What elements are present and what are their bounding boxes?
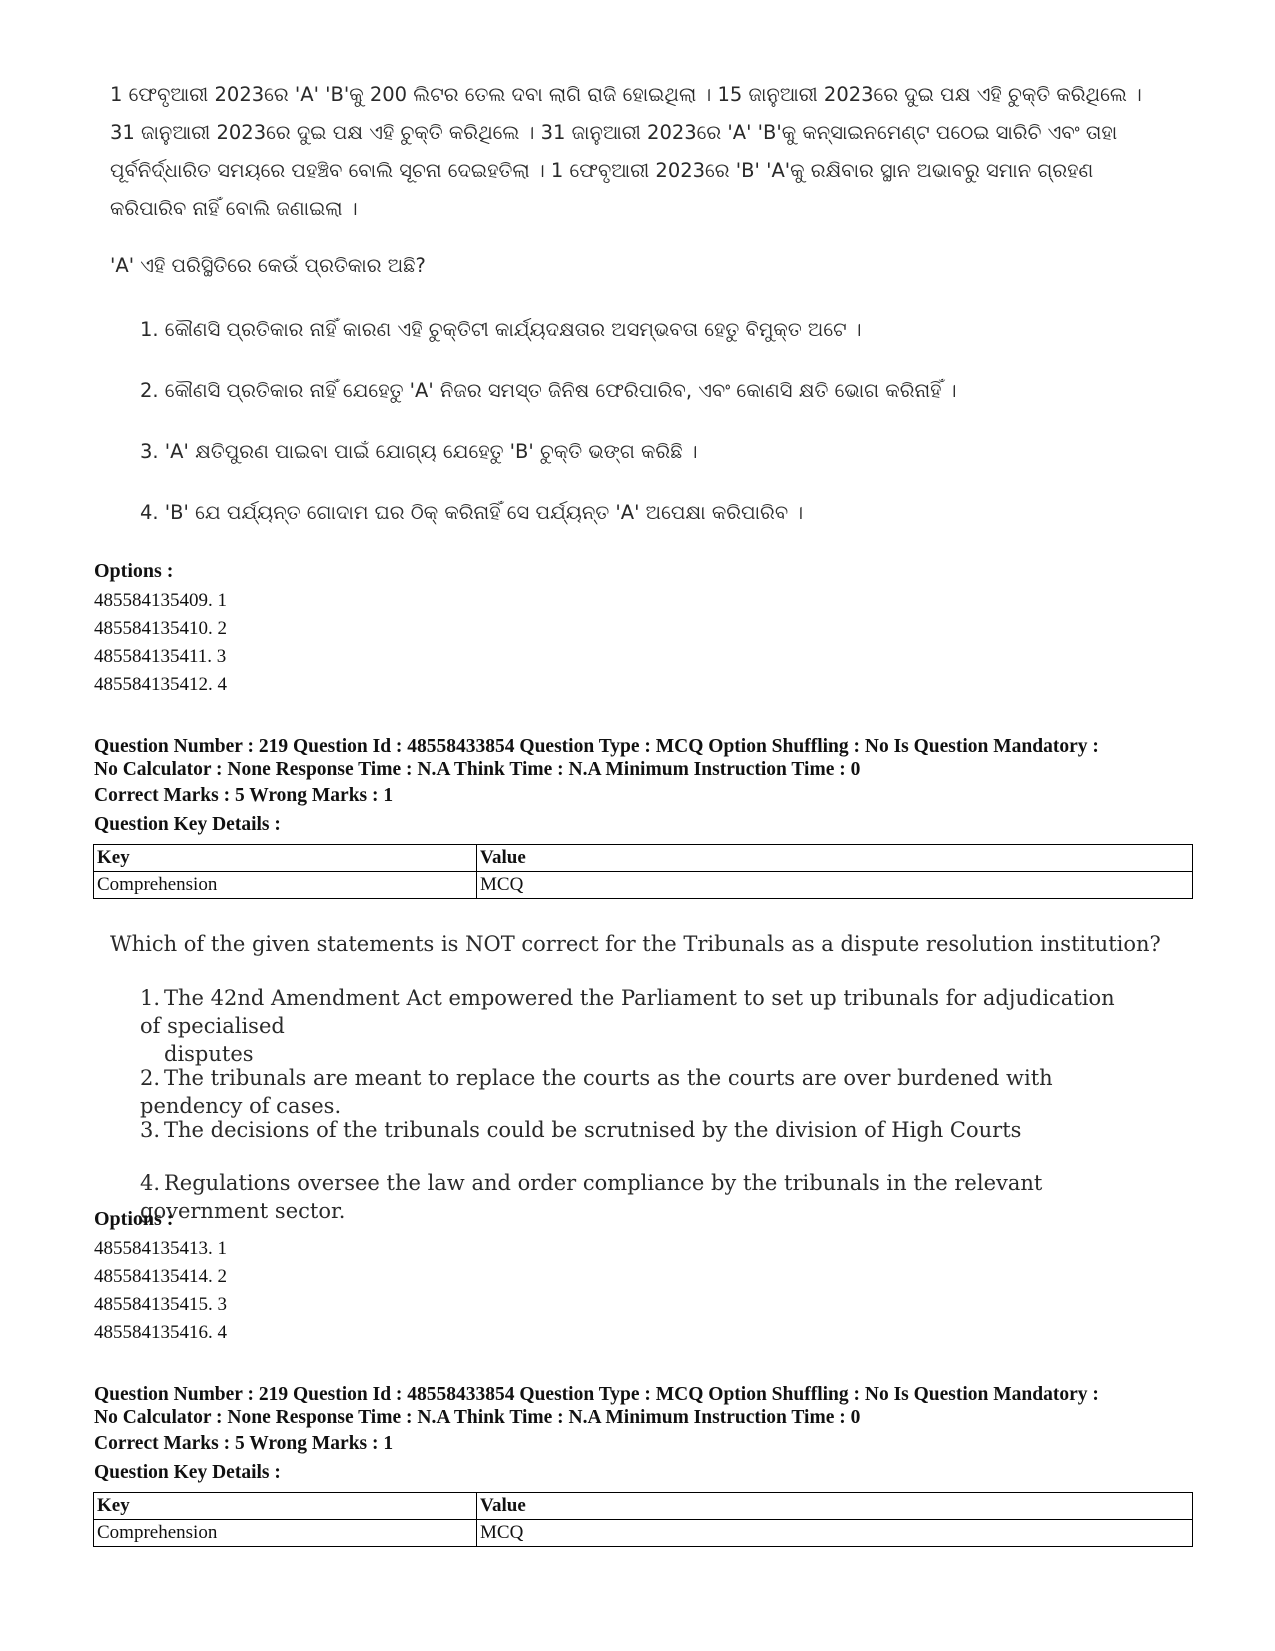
question-meta-line-2: No Calculator : None Response Time : N.A Think Time : N.A Minimum Instruction Time : 0 <box>94 759 861 780</box>
question-meta-line-1: Question Number : 219 Question Id : 48558433854 Question Type : MCQ Option Shuffling : No Is Question Mandatory : <box>94 736 1099 757</box>
table-header-value: Value <box>477 845 1193 872</box>
options-label: Options : <box>94 1208 174 1230</box>
choice-text: The 42nd Amendment Act empowered the Parliament to set up tribunals for adjudication of specialised <box>140 986 1115 1038</box>
question-meta <box>94 735 1194 781</box>
odia-question-paragraph: 1 ଫେବୃଆରୀ 2023ରେ 'A' 'B'କୁ 200 ଲିଟର ତେଲ ଦବା ଲାଗି ରାଜି ହୋଇଥିଲା । 15 ଜାନୁଆରୀ 2023ରେ ଦୁଇ ପକ୍ଷ ଏହି ଚୁକ୍ତି କରିଥିଲେ । 31 ଜାନୁଆରୀ 2023ରେ ଦୁଇ ପକ୍ଷ ଏହି ଚୁକ୍ତି କରିଥିଲେ । 31 ଜାନୁଆରୀ 2023ରେ 'A' 'B'କୁ କନ୍‌ସାଇନମେଣ୍ଟ ପଠେଇ ସାରିଚି ଏବଂ ତାହା ପୂର୍ବନିର୍ଦ୍ଧାରିତ ସମୟରେ ପହଞ୍ଚିବ ବୋଲି ସୂଚନା ଦେଇହତିଲା । 1 ଫେବୃଆରୀ 2023ରେ 'B' 'A'କୁ ରକ୍ଷିବାର ସ୍ଥାନ ଅଭାବରୁ ସମାନ ଗ୍ରହଣ କରିପାରିବ ନାହିଁ ବୋଲି ଜଣାଇଲା । <box>110 83 1142 220</box>
question-meta <box>94 1383 1194 1429</box>
table-cell-key: Comprehension <box>94 872 477 899</box>
option-line: 485584135415. 3 <box>94 1294 227 1315</box>
choice-number: 2. <box>140 1066 161 1090</box>
table-header-key: Key <box>94 1493 477 1520</box>
choice-text: The tribunals are meant to replace the courts as the courts are over burdened with pendency of cases. <box>140 1066 1053 1118</box>
odia-question-stem: 'A' ଏହି ପରିସ୍ଥିତିରେ କେଉଁ ପ୍ରତିକାର ଅଛି? <box>110 254 426 277</box>
english-choice-4 <box>140 1169 1140 1225</box>
choice-text: The decisions of the tribunals could be scrutnised by the division of High Courts <box>164 1118 1022 1142</box>
option-line: 485584135411. 3 <box>94 646 227 667</box>
choice-number: 1. <box>140 986 161 1010</box>
option-line: 485584135414. 2 <box>94 1266 227 1287</box>
odia-choice-2: 2. କୌଣସି ପ୍ରତିକାର ନାହିଁ ଯେହେତୁ 'A' ନିଜର ସମସ୍ତ ଜିନିଷ ଫେରିପାରିବ, ଏବଂ କୋଣସି କ୍ଷତି ଭୋଗ କରିନାହିଁ । <box>140 379 957 402</box>
option-line: 485584135416. 4 <box>94 1322 227 1343</box>
marks-line: Correct Marks : 5 Wrong Marks : 1 <box>94 785 394 806</box>
english-question-stem: Which of the given statements is NOT correct for the Tribunals as a dispute resolution institution? <box>110 932 1161 956</box>
choice-number: 4. <box>140 1171 161 1195</box>
option-line: 485584135412. 4 <box>94 674 227 695</box>
question-meta-line-2: No Calculator : None Response Time : N.A Think Time : N.A Minimum Instruction Time : 0 <box>94 1407 861 1428</box>
choice-number: 3. <box>140 1118 161 1142</box>
choice-text-continued: disputes <box>164 1042 254 1066</box>
options-label: Options : <box>94 560 174 582</box>
english-choice-3 <box>140 1116 1140 1144</box>
key-details-label: Question Key Details : <box>94 814 281 835</box>
key-table <box>93 1492 1193 1547</box>
table-cell-key: Comprehension <box>94 1520 477 1547</box>
table-header-key: Key <box>94 845 477 872</box>
table-cell-value: MCQ <box>477 1520 1193 1547</box>
odia-choice-3: 3. 'A' କ୍ଷତିପୁରଣ ପାଇବା ପାଇଁ ଯୋଗ୍ୟ ଯେହେତୁ 'B' ଚୁକ୍ତି ଭଙ୍ଗ କରିଛି । <box>140 440 698 463</box>
question-meta-line-1: Question Number : 219 Question Id : 48558433854 Question Type : MCQ Option Shuffling : No Is Question Mandatory : <box>94 1384 1099 1405</box>
marks-line: Correct Marks : 5 Wrong Marks : 1 <box>94 1433 394 1454</box>
table-row <box>94 1493 1193 1520</box>
odia-choice-4: 4. 'B' ଯେ ପର୍ଯ୍ୟନ୍ତ ଗୋଦାମ ଘର ଠିକ୍ କରିନାହିଁ ସେ ପର୍ଯ୍ୟନ୍ତ 'A' ଅପେକ୍ଷା କରିପାରିବ । <box>140 501 804 524</box>
option-line: 485584135413. 1 <box>94 1238 227 1259</box>
choice-text: Regulations oversee the law and order compliance by the tribunals in the relevant government sector. <box>140 1171 1043 1223</box>
key-table <box>93 844 1193 899</box>
english-choice-1 <box>140 984 1140 1068</box>
odia-choice-1: 1. କୌଣସି ପ୍ରତିକାର ନାହିଁ କାରଣ ଏହି ଚୁକ୍ତିଟୀ କାର୍ଯ୍ୟଦକ୍ଷତାର ଅସମ୍ଭବତା ହେତୁ ବିମୁକ୍ତ ଅଟେ । <box>140 318 862 341</box>
option-line: 485584135409. 1 <box>94 590 227 611</box>
key-details-label: Question Key Details : <box>94 1462 281 1483</box>
english-choice-2 <box>140 1064 1140 1120</box>
table-row <box>94 872 1193 899</box>
table-header-value: Value <box>477 1493 1193 1520</box>
table-cell-value: MCQ <box>477 872 1193 899</box>
table-row <box>94 1520 1193 1547</box>
table-row <box>94 845 1193 872</box>
option-line: 485584135410. 2 <box>94 618 227 639</box>
